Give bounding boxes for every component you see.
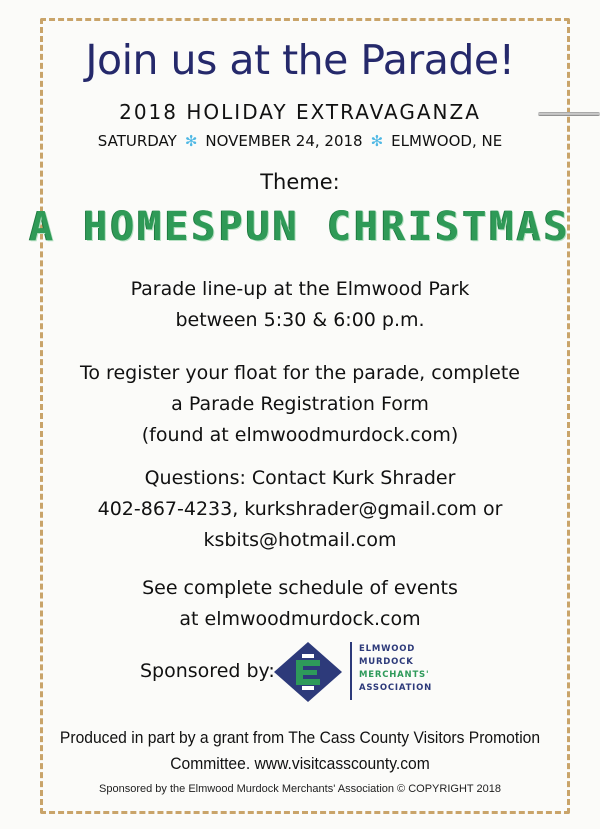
event-date: NOVEMBER 24, 2018 — [205, 132, 363, 150]
logo-wordmark — [359, 643, 432, 695]
logo-line-3: MERCHANTS' — [359, 670, 430, 680]
questions-line-1: Questions: Contact Kurk Shrader — [144, 467, 456, 489]
event-day: SATURDAY — [97, 132, 177, 150]
questions-line-3: ksbits@hotmail.com — [203, 529, 397, 551]
merchants-association-logo-icon — [272, 640, 344, 704]
lineup-info — [0, 274, 600, 336]
grant-line-2: Committee. www.visitcasscounty.com — [170, 754, 430, 773]
headline: Join us at the Parade! — [85, 36, 515, 84]
logo-divider — [350, 642, 352, 700]
schedule-line-1: See complete schedule of events — [142, 577, 458, 599]
questions-line-2: 402-867-4233, kurkshrader@gmail.com or — [97, 498, 503, 520]
event-place: ELMWOOD, NE — [391, 132, 503, 150]
copyright-footer: Sponsored by the Elmwood Murdock Merchants' Association © COPYRIGHT 2018 — [99, 783, 501, 795]
logo-line-2: MURDOCK — [359, 657, 414, 667]
event-name: 2018 HOLIDAY EXTRAVAGANZA — [119, 100, 481, 124]
register-line-3: (found at elmwoodmurdock.com) — [141, 424, 459, 446]
grant-line-1: Produced in part by a grant from The Cass County Visitors Promotion — [59, 728, 541, 747]
theme-label: Theme: — [260, 170, 340, 194]
grant-credit — [24, 725, 576, 777]
register-info — [0, 358, 600, 451]
schedule-line-2: at elmwoodmurdock.com — [179, 608, 421, 630]
dateline — [0, 132, 600, 150]
snowflake-icon: ✻ — [184, 132, 198, 150]
register-line-1: To register your float for the parade, complete — [80, 362, 520, 384]
sponsor-label: Sponsored by: — [140, 660, 275, 682]
register-line-2: a Parade Registration Form — [171, 393, 429, 415]
snowflake-icon: ✻ — [370, 132, 384, 150]
lineup-line-1: Parade line-up at the Elmwood Park — [130, 278, 470, 300]
theme-title: A HOMESPUN CHRISTMAS — [29, 204, 571, 250]
logo-line-1: ELMWOOD — [359, 644, 416, 654]
schedule-info — [0, 573, 600, 635]
lineup-line-2: between 5:30 & 6:00 p.m. — [175, 309, 425, 331]
logo-line-4: ASSOCIATION — [359, 683, 433, 693]
questions-info — [0, 463, 600, 556]
